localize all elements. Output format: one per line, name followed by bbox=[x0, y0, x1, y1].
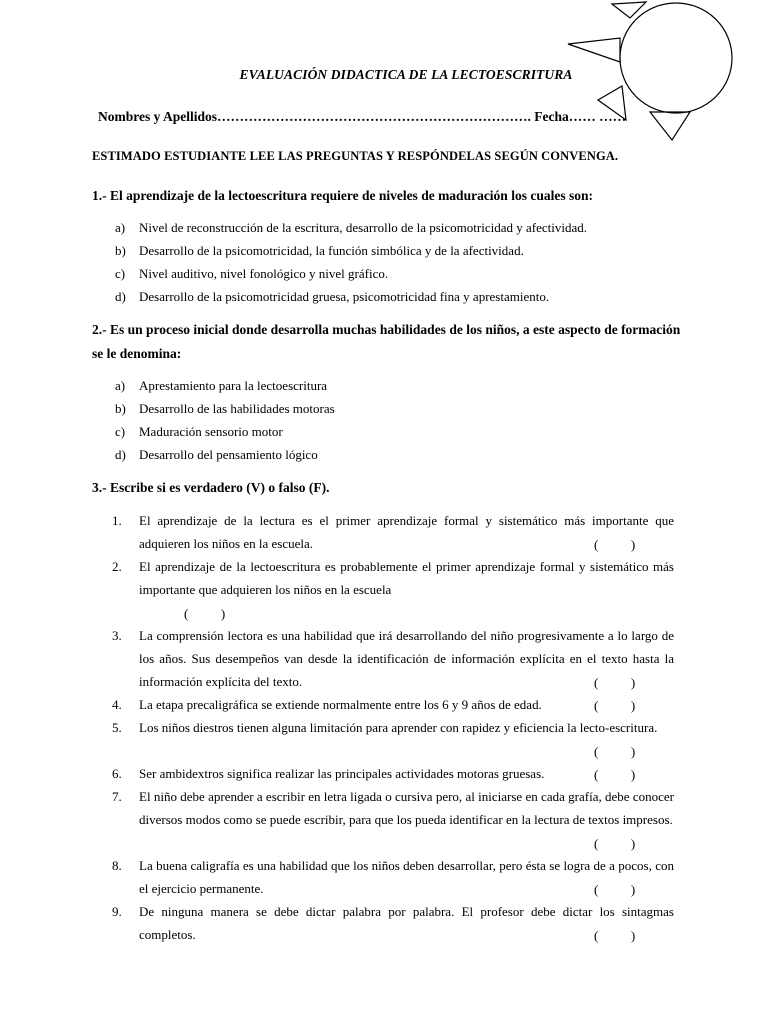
tf-text: La buena caligrafía es una habilidad que los niños deben desarrollar, pero ésta se logra de a pocos, con el ejercicio permanente. bbox=[139, 858, 674, 896]
answer-blank[interactable]: ( ) bbox=[594, 698, 636, 713]
option-item bbox=[115, 265, 695, 288]
option-item bbox=[115, 377, 695, 400]
option-item bbox=[115, 288, 695, 311]
instruction-text: ESTIMADO ESTUDIANTE LEE LAS PREGUNTAS Y RESPÓNDELAS SEGÚN CONVENGA. bbox=[92, 149, 619, 163]
option-item bbox=[115, 446, 695, 469]
option-letter: a) bbox=[115, 378, 126, 393]
answer-blank[interactable]: ( ) bbox=[184, 606, 226, 621]
question-2-options bbox=[115, 377, 695, 469]
tf-text: El aprendizaje de la lectoescritura es probablemente el primer aprendizaje formal y sistemático más importante que adquieren los niños en la escuela bbox=[139, 559, 674, 597]
answer-blank[interactable]: ( ) bbox=[594, 836, 636, 851]
option-text: Desarrollo de las habilidades motoras bbox=[139, 401, 335, 416]
sun-ray bbox=[650, 112, 690, 140]
tf-number: 9. bbox=[112, 904, 122, 919]
tf-text: La comprensión lectora es una habilidad que irá desarrollando del niño progresivamente a lo largo de los años. Sus desempeños van desde la identificación de información explícita en el texto hasta la información explícita del texto. bbox=[139, 628, 674, 689]
sun-circle bbox=[620, 3, 732, 113]
question-2: 2.- Es un proceso inicial donde desarrolla muchas habilidades de los niños, a este aspecto de formación se le denomina: bbox=[92, 322, 681, 361]
answer-blank[interactable]: ( ) bbox=[594, 767, 636, 782]
option-text: Desarrollo de la psicomotricidad, la función simbólica y de la afectividad. bbox=[139, 243, 524, 258]
tf-text: De ninguna manera se debe dictar palabra por palabra. El profesor debe dictar los sintagmas completos. bbox=[139, 904, 674, 942]
page-title: EVALUACIÓN DIDACTICA DE LA LECTOESCRITURA bbox=[239, 67, 573, 82]
tf-text: Los niños diestros tienen alguna limitación para aprender con rapidez y eficiencia la lecto-escritura. bbox=[139, 720, 658, 735]
option-item bbox=[115, 400, 695, 423]
tf-number: 5. bbox=[112, 720, 122, 735]
option-item bbox=[115, 242, 695, 265]
option-letter: a) bbox=[115, 220, 126, 235]
tf-item bbox=[112, 762, 674, 785]
option-letter: d) bbox=[115, 289, 126, 304]
option-letter: d) bbox=[115, 447, 126, 462]
option-text: Desarrollo del pensamiento lógico bbox=[139, 447, 318, 462]
option-text: Aprestamiento para la lectoescritura bbox=[139, 378, 328, 393]
tf-item bbox=[112, 693, 674, 716]
tf-text: La etapa precaligráfica se extiende normalmente entre los 6 y 9 años de edad. bbox=[139, 697, 542, 712]
option-letter: c) bbox=[115, 266, 126, 281]
tf-text: El niño debe aprender a escribir en letra ligada o cursiva pero, al iniciarse en cada grafía, debe conocer diversos modos como se puede escribir, para que los pueda identificar en la lectura de textos impresos. bbox=[139, 789, 674, 827]
tf-item bbox=[112, 509, 674, 555]
tf-number: 3. bbox=[112, 628, 122, 643]
tf-item bbox=[112, 716, 674, 762]
option-letter: b) bbox=[115, 401, 126, 416]
answer-blank[interactable]: ( ) bbox=[594, 882, 636, 897]
tf-text: Ser ambidextros significa realizar las principales actividades motoras gruesas. bbox=[139, 766, 545, 781]
option-text: Nivel de reconstrucción de la escritura, desarrollo de la psicomotricidad y afectividad. bbox=[139, 220, 587, 235]
sun-ray bbox=[568, 38, 620, 62]
tf-item bbox=[112, 624, 674, 693]
question-1-options bbox=[115, 219, 695, 311]
question-3: 3.- Escribe si es verdadero (V) o falso (F). bbox=[92, 480, 330, 495]
answer-blank[interactable]: ( ) bbox=[594, 744, 636, 759]
question-1: 1.- El aprendizaje de la lectoescritura requiere de niveles de maduración los cuales son: bbox=[92, 188, 593, 203]
tf-number: 6. bbox=[112, 766, 122, 781]
tf-item bbox=[112, 854, 674, 900]
names-date-line: Nombres y Apellidos……………………………………………………………. Fecha…… …… bbox=[98, 109, 627, 124]
option-item bbox=[115, 423, 695, 446]
answer-blank[interactable]: ( ) bbox=[594, 675, 636, 690]
option-text: Desarrollo de la psicomotricidad gruesa, psicomotricidad fina y aprestamiento. bbox=[139, 289, 550, 304]
tf-number: 4. bbox=[112, 697, 122, 712]
tf-number: 8. bbox=[112, 858, 122, 873]
tf-item bbox=[112, 900, 674, 946]
tf-number: 7. bbox=[112, 789, 122, 804]
tf-text: El aprendizaje de la lectura es el primer aprendizaje formal y sistemático más importante que adquieren los niños en la escuela. bbox=[139, 513, 674, 551]
option-text: Nivel auditivo, nivel fonológico y nivel gráfico. bbox=[139, 266, 389, 281]
answer-blank[interactable]: ( ) bbox=[594, 928, 636, 943]
tf-number: 2. bbox=[112, 559, 122, 574]
option-letter: b) bbox=[115, 243, 126, 258]
option-item bbox=[115, 219, 695, 242]
option-letter: c) bbox=[115, 424, 126, 439]
tf-number: 1. bbox=[112, 513, 122, 528]
answer-blank[interactable]: ( ) bbox=[594, 537, 636, 552]
option-text: Maduración sensorio motor bbox=[139, 424, 283, 439]
tf-item bbox=[112, 785, 674, 854]
